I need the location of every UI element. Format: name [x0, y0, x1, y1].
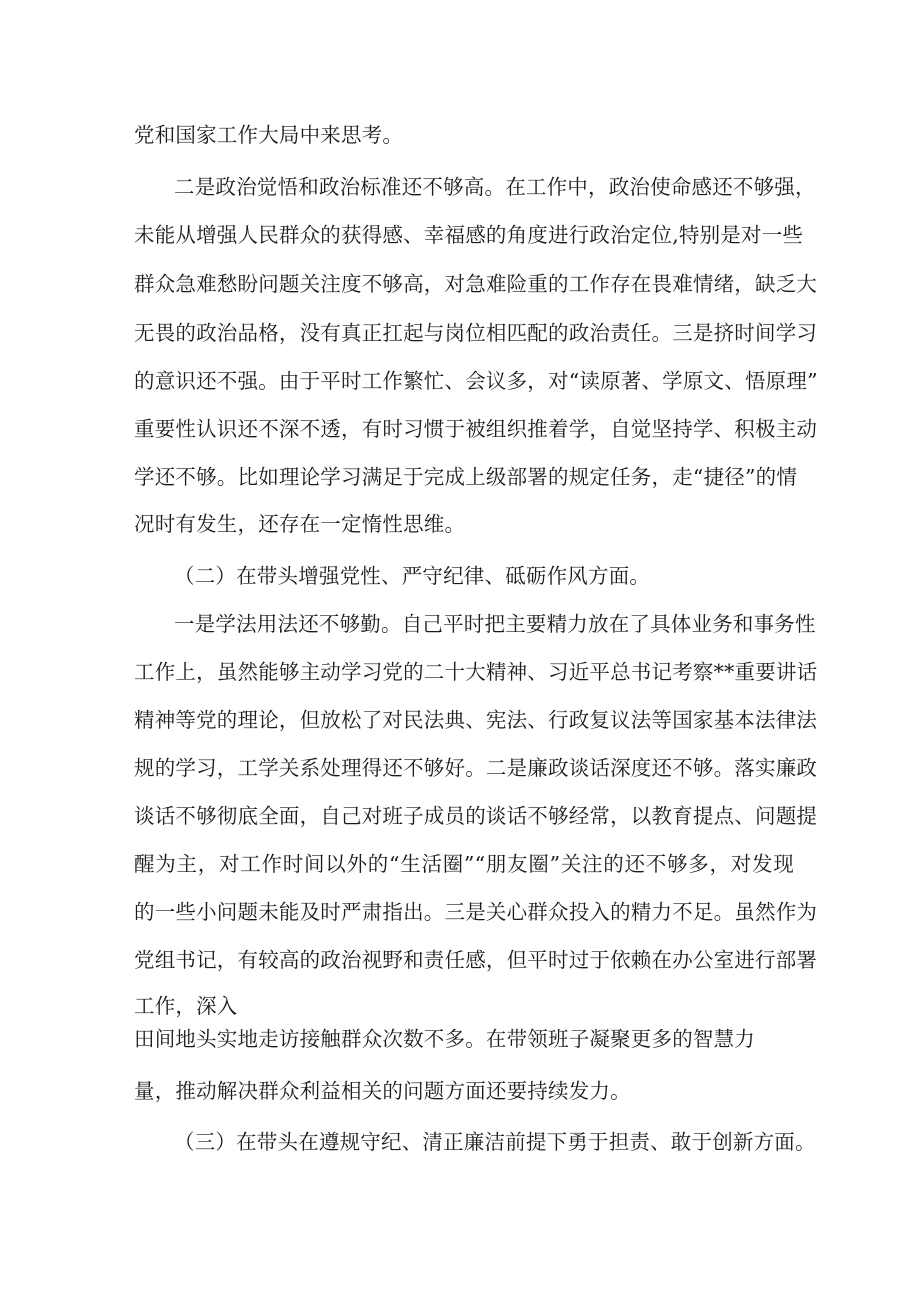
paragraph-line: 田间地头实地走访接触群众次数不多。在带领班子凝聚更多的智慧力	[134, 1027, 755, 1051]
paragraph-line: 党和国家工作大局中来思考。	[134, 123, 404, 147]
paragraph-line: 精神等党的理论，但放松了对民法典、宪法、行政复议法等国家基本法律法	[134, 708, 818, 732]
paragraph-line: 量，推动解决群众利益相关的问题方面还要持续发力。	[134, 1079, 631, 1103]
section-heading: （三）在带头在遵规守纪、清正廉洁前提下勇于担责、敢于创新方面。	[174, 1130, 816, 1154]
paragraph-line: 一是学法用法还不够勤。自己平时把主要精力放在了具体业务和事务性	[174, 612, 816, 636]
paragraph-line: 无畏的政治品格，没有真正扛起与岗位相匹配的政治责任。三是挤时间学习	[134, 321, 818, 345]
paragraph-line: 况时有发生，还存在一定惰性思维。	[134, 512, 466, 536]
paragraph-line: 学还不够。比如理论学习满足于完成上级部署的规定任务，走“捷径”的情	[134, 465, 798, 489]
paragraph-line: 工作，深入	[134, 994, 238, 1018]
paragraph-line: 群众急难愁盼问题关注度不够高，对急难险重的工作存在畏难情绪，缺乏大	[134, 272, 818, 296]
paragraph-line: 的意识还不强。由于平时工作繁忙、会议多，对“读原著、学原文、悟原理”	[134, 369, 818, 393]
paragraph-line: 重要性认识还不深不透，有时习惯于被组织推着学，自觉坚持学、积极主动	[134, 417, 818, 441]
paragraph-line: 醒为主，对工作时间以外的“生活圈”“朋友圈”关注的还不够多，对发现	[134, 852, 794, 876]
paragraph-line: 的一些小问题未能及时严肃指出。三是关心群众投入的精力不足。虽然作为	[134, 900, 818, 924]
paragraph-line: 规的学习，工学关系处理得还不够好。二是廉政谈话深度还不够。落实廉政	[134, 756, 818, 780]
paragraph-line: 党组书记，有较高的政治视野和责任感，但平时过于依赖在办公室进行部署	[134, 948, 818, 972]
paragraph-line: 二是政治觉悟和政治标准还不够高。在工作中，政治使命感还不够强，	[174, 175, 816, 199]
paragraph-line: 未能从增强人民群众的获得感、幸福感的角度进行政治定位,特别是对一些	[134, 223, 804, 247]
paragraph-line: 工作上，虽然能够主动学习党的二十大精神、习近平总书记考察**重要讲话	[134, 660, 818, 684]
section-heading: （二）在带头增强党性、严守纪律、砥砺作风方面。	[174, 564, 651, 588]
paragraph-line: 谈话不够彻底全面，自己对班子成员的谈话不够经常，以教育提点、问题提	[134, 804, 818, 828]
